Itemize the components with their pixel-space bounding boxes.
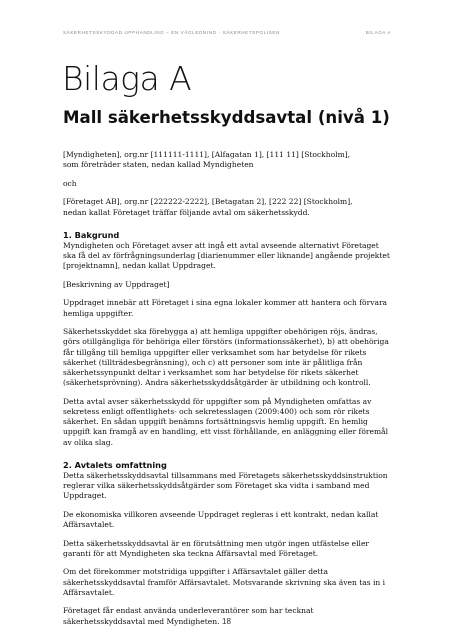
- page-number: 18: [222, 617, 231, 626]
- section-2-paragraph-2: De ekonomiska villkoren avseende Uppdraget regleras i ett kontrakt, nedan kallat Affärsavtalet.: [63, 509, 379, 530]
- running-header-left: SÄKERHETSSKYDDAD UPPHANDLING – EN VÄGLEDNING · SÄKERHETSPOLISEN: [63, 30, 281, 35]
- page-subtitle: Mall säkerhetsskyddsavtal (nivå 1): [63, 108, 390, 127]
- party-2-line-2: nedan kallat Företaget träffar följande avtal om säkerhetsskydd.: [63, 207, 310, 217]
- page-title: Bilaga A: [62, 59, 192, 98]
- section-2-paragraph-4: Om det förekommer motstridiga uppgifter i Affärsavtalet gäller detta säkerhetsskyddsavtal framför Affärsavtalet. Motsvarande skrivning ska även tas in i Affärsavtalet.: [63, 567, 386, 597]
- section-1-paragraph-4: Säkerhetsskyddet ska förebygga a) att hemliga uppgifter obehörigen röjs, ändras, görs otillgängliga för behöriga eller förstörs (informationssäkerhet), b) att obehöriga får tillgång till hemliga uppgifter eller verksamhet som har betydelse för rikets säkerhet (tillträdesbegränsning), och c) att personer som inte är pålitliga från säkerhetssynpunkt deltar i verksamhet som har betydelse för rikets säkerhet (säkerhetsprövning). Andra säkerhetsskyddsåtgärder är utbildning och kontroll.: [63, 327, 389, 388]
- party-2-block: [63, 197, 393, 217]
- section-1-heading: 1. Bakgrund: [63, 229, 120, 240]
- section-2-paragraph-5: Företaget får endast använda underleverantörer som har tecknat säkerhetsskyddsavtal med Myndigheten.: [63, 606, 314, 626]
- section-1-paragraph-5: Detta avtal avser säkerhetsskydd för uppgifter som på Myndigheten omfattas av sekretess enligt offentlighets- och sekretesslagen (2009:400) och som rör rikets säkerhet. En sådan uppgift benämns fortsättningsvis hemlig uppgift. En hemlig uppgift kan framgå av en handling, ett visst förhållande, en anläggning eller föremål av olika slag.: [63, 396, 389, 447]
- section-2-paragraph-3: Detta säkerhetsskyddsavtal är en förutsättning men utgör ingen utfästelse eller garanti för att Myndigheten ska teckna Affärsavtal med Företaget.: [63, 538, 370, 558]
- section-2-heading: 2. Avtalets omfattning: [63, 459, 167, 470]
- parties-conjunction: och: [63, 178, 77, 188]
- party-1-line-2: som företräder staten, nedan kallad Myndigheten: [63, 160, 254, 170]
- section-1-paragraph-3: Uppdraget innebär att Företaget i sina egna lokaler kommer att hantera och förvara hemliga uppgifter.: [63, 298, 388, 318]
- party-2-line-1: [Företaget AB], org.nr [222222-2222], [Betagatan 2], [222 22] [Stockholm],: [63, 197, 353, 207]
- document-body: [63, 150, 393, 635]
- parties-block: [63, 150, 393, 170]
- section-1-paragraph-2: [Beskrivning av Uppdraget]: [63, 279, 170, 289]
- party-1-line-1: [Myndigheten], org.nr [111111-1111], [Alfagatan 1], [111 11] [Stockholm],: [63, 150, 351, 159]
- section-1-paragraph-1: Myndigheten och Företaget avser att ingå ett avtal avseende alternativt Företaget ska få del av förfrågningsunderlag [diarienummer eller liknande] angående projektet [projektnamn], nedan kallat Uppdraget.: [63, 240, 390, 271]
- section-2-paragraph-1: Detta säkerhetsskyddsavtal tillsammans med Företagets säkerhetsskyddsinstruktion reglerar vilka säkerhetsskyddsåtgärder som Företaget ska vidta i samband med Uppdraget.: [63, 470, 388, 501]
- running-header: [63, 30, 391, 35]
- running-header-right: BILAGA A: [365, 30, 391, 35]
